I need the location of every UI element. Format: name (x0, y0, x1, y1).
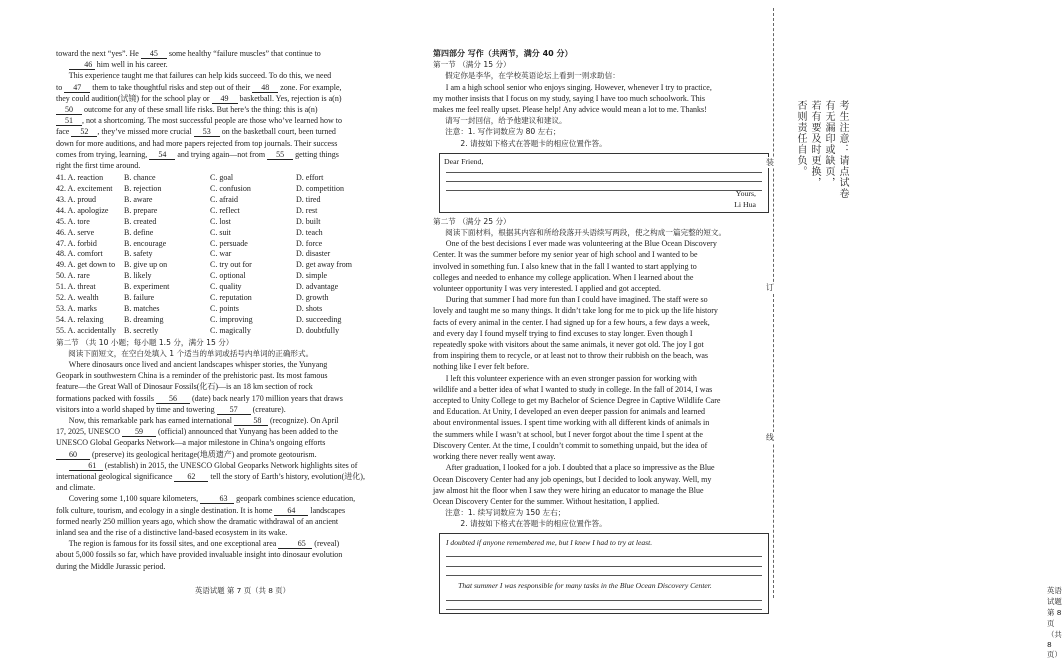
option-item: 46. A. serve (56, 227, 95, 237)
option-item: C. afraid (210, 195, 238, 205)
text-segment: formed nearly 250 million years ago, which show the dramatic withdrawal of an ancient (56, 516, 339, 526)
option-row (56, 205, 413, 216)
text-line: After graduation, I looked for a job. I doubted that a place so impressive as the Blue (445, 463, 715, 473)
text-line: from inspiring them to recycle, or at least not to throw their rubbish on the beach, was (433, 351, 709, 361)
letter-greeting: Dear Friend, (444, 156, 484, 166)
answer-line (446, 181, 762, 182)
option-item: 41. A. reaction (56, 173, 104, 183)
blank-number: 53 (194, 127, 220, 137)
option-item: B. matches (124, 303, 160, 313)
cloze-intro (56, 48, 413, 70)
text-line (56, 70, 413, 81)
option-item: D. get away from (296, 260, 352, 270)
answer-line (446, 190, 762, 191)
option-row (56, 194, 413, 205)
option-row (56, 248, 413, 259)
option-item: B. secretly (124, 325, 159, 335)
text-line: colleges and needed to enhance my college application. When I learned about the (433, 272, 694, 282)
blank-number: 64 (274, 506, 308, 516)
blank-number: 63 (200, 494, 234, 504)
text-segment: (establish) in 2015, the UNESCO Global Geoparks Network highlights sites of (102, 460, 358, 470)
text-segment: getting things (293, 149, 339, 159)
text-line: and every day I found myself trying to find excuses to stay longer. Even though I (433, 328, 693, 338)
option-item: 43. A. proud (56, 195, 96, 205)
right-column (433, 48, 778, 616)
option-item: C. points (210, 303, 239, 313)
option-item: B. dreaming (124, 314, 164, 324)
text-line (56, 381, 413, 392)
blank-number: 45 (141, 49, 167, 59)
option-item: 50. A. rare (56, 271, 90, 281)
text-line: involved in something fun. I also knew that in the fall I wanted to start applying to (433, 261, 697, 271)
text-segment: during the Middle Jurassic period. (56, 561, 166, 571)
option-item: B. aware (124, 195, 153, 205)
option-item: C. reputation (210, 293, 252, 303)
writing-note-2: 2. 请按如下格式在答题卡的相应位置作答。 (460, 138, 607, 148)
text-segment: 17, 2025, UNESCO (56, 427, 123, 437)
option-item: B. prepare (124, 205, 158, 215)
option-item: D. succeeding (296, 314, 342, 324)
continuation-answer-box (439, 533, 769, 615)
option-item: C. quality (210, 282, 242, 292)
text-line (56, 115, 413, 126)
grammar-passage (56, 359, 413, 572)
binding-mark: 订 (766, 283, 774, 292)
text-segment: on the basketball court, been turned (219, 127, 336, 137)
text-line: I am a high school senior who enjoys singing. However, whenever I try to practice, (445, 82, 712, 92)
part-4-title: 第四部分 写作（共两节，满分 40 分） (433, 49, 573, 58)
option-item: B. define (124, 227, 154, 237)
blank-number: 59 (122, 427, 156, 437)
cloze-options (56, 172, 413, 335)
answer-line (446, 172, 762, 173)
option-item: B. encourage (124, 238, 167, 248)
option-item: D. competition (296, 184, 344, 194)
page-8 (425, 0, 1062, 659)
text-line: and Education. At Unity, I developed an even deeper passion for animals and learned (433, 407, 706, 417)
text-segment: they could audition(试镜) for the school play or (56, 93, 212, 103)
text-line (56, 516, 413, 527)
text-segment: them to take thoughtful risks and step out of their (90, 82, 253, 92)
blank-number: 54 (149, 150, 175, 160)
option-item: 42. A. excitement (56, 184, 113, 194)
text-segment: feature—the Great Wall of Dinosaur Fossils(化石)—is an 18 km section of rock (56, 382, 313, 392)
text-line (56, 426, 413, 437)
option-row (56, 216, 413, 227)
text-segment: and trying again—not from (175, 149, 268, 159)
binding-mark: 装 (766, 158, 774, 167)
option-item: D. force (296, 238, 323, 248)
text-segment: tell the story of Earth’s history, evolution(进化), (208, 472, 365, 482)
text-segment: Geopark in southwestern China is a reminder of the prehistoric past. Its most famous (56, 371, 328, 381)
option-item: B. give up on (124, 260, 168, 270)
text-segment: The region is famous for its fossil sites, and one exceptional area (68, 539, 279, 549)
writing-section-2-title: 第二节 （满分 25 分） (433, 216, 511, 226)
option-item: D. advantage (296, 282, 339, 292)
option-row (56, 238, 413, 249)
option-item: 53. A. marks (56, 303, 97, 313)
writing-task: 请写一封回信，给予他建议和建议。 (445, 116, 567, 126)
text-segment: folk culture, tourism, and ecology in a single destination. It is home (56, 505, 275, 515)
text-line (56, 549, 413, 560)
text-segment: face (56, 127, 72, 137)
text-line (56, 437, 413, 448)
text-segment: visitors into a world shaped by time and towering (56, 404, 217, 414)
option-item: 47. A. forbid (56, 238, 97, 248)
blank-number: 58 (234, 416, 268, 426)
option-item: B. experiment (124, 282, 170, 292)
text-line: about environmental issues. I spent time working with all different kinds of animals in (433, 418, 710, 428)
option-item: C. improving (210, 314, 253, 324)
text-line: lovely and taught me so many things. It didn’t take long for me to pick up the life history (433, 306, 718, 316)
option-row (56, 172, 413, 183)
text-segment: UNESCO Global Geoparks Network—a major milestone in China’s ongoing efforts (56, 438, 326, 448)
text-line: Ocean Discovery Center for the summer. Without hesitation, I applied. (433, 496, 660, 506)
page-footer: 英语试题 第 8 页（共 8 页） (1047, 586, 1062, 659)
option-item: B. likely (124, 271, 152, 281)
option-item: C. goal (210, 173, 234, 183)
text-line (56, 359, 413, 370)
text-line (56, 561, 413, 572)
text-segment: inland sea and the rise of a distinctive land-based ecosystem in its wake. (56, 528, 288, 538)
blank-number: 65 (278, 539, 312, 549)
option-item: C. persuade (210, 238, 248, 248)
blank-number: 47 (64, 83, 90, 93)
letter-closing: Yours, (735, 188, 756, 198)
text-line: Ocean Discovery Center had any job openings, but I decided to look anyway. Well, my (433, 474, 712, 484)
option-item: B. rejection (124, 184, 162, 194)
option-item: C. confusion (210, 184, 251, 194)
option-item: C. magically (210, 325, 251, 335)
text-segment: outcome for any of these small life risks. But here’s the thing: this is a(n) (82, 105, 318, 115)
text-segment: Where dinosaurs once lived and ancient landscapes whisper stories, the Yunyang (68, 360, 328, 369)
option-item: C. lost (210, 216, 231, 226)
blank-number: 51 (56, 116, 82, 126)
text-segment: to (56, 82, 65, 92)
answer-line (446, 548, 762, 558)
text-segment: down for more auditions, and had more papers rejected from top journals. Their success (56, 138, 338, 148)
continuation-opening-2: That summer I was responsible for many tasks in the Blue Ocean Discovery Center. (458, 581, 712, 591)
text-line: Discovery Center. At the time, I couldn’t commit to something unpaid, but the idea of (433, 440, 708, 450)
option-item: 49. A. get down to (56, 260, 116, 270)
blank-number: 55 (267, 150, 293, 160)
option-item: 55. A. accidentally (56, 325, 116, 335)
continuation-note-1: 注意：1. 续写词数应为 150 左右； (445, 508, 566, 518)
text-line: jaw almost hit the floor when I saw they were hiring an educator to manage the Blue (433, 485, 704, 495)
answer-line (446, 567, 762, 577)
text-line: nothing like I ever felt before. (433, 362, 529, 372)
text-line: volunteer opportunity I was very interested. I applied and got accepted. (433, 284, 661, 294)
text-segment: comes from trying, learning, (56, 149, 150, 159)
story-passage (433, 238, 778, 507)
option-item: C. try out for (210, 260, 252, 270)
text-line: makes me feel really upset. Please help! Any advice would mean a lot to me. Thanks! (433, 105, 707, 115)
text-line: One of the best decisions I ever made was volunteering at the Blue Ocean Discovery (445, 239, 717, 249)
blank-number: 48 (252, 83, 278, 93)
answer-line (446, 601, 762, 611)
continuation-opening-1: I doubted if anyone remembered me, but I knew I had to try at least. (446, 537, 653, 547)
option-row (56, 292, 413, 303)
text-line (56, 104, 413, 115)
blank-number: 50 (56, 105, 82, 115)
text-line: I left this volunteer experience with an even stronger passion for working with (445, 373, 697, 383)
text-line (56, 160, 413, 171)
option-row (56, 281, 413, 292)
writing-section-1-instructions: 假定你是李华，在学校英语论坛上看到一则求助信： (445, 71, 620, 81)
option-row (56, 314, 413, 325)
option-item: B. safety (124, 249, 153, 259)
option-row (56, 325, 413, 336)
notice-text: 有无漏印或缺页， (823, 100, 834, 188)
option-item: D. doubtfully (296, 325, 340, 335)
option-item: D. simple (296, 271, 328, 281)
text-line: repeatedly spoke with visitors about the same animals, it never got old. The joy I got (433, 340, 704, 350)
text-segment: , they’ve missed more crucial (97, 127, 194, 137)
text-line: accepted to Unity College to get my Bachelor of Science Degree in Captive Wildlife Care (433, 396, 721, 406)
text-line (56, 482, 413, 493)
text-segment: Covering some 1,100 square kilometers, (68, 494, 201, 504)
option-item: B. failure (124, 293, 155, 303)
left-column (56, 48, 413, 572)
page-7 (0, 0, 425, 607)
text-line (56, 493, 413, 504)
text-segment: (reveal) (312, 539, 340, 549)
option-item: D. rest (296, 205, 318, 215)
text-line (56, 460, 413, 471)
text-line (56, 415, 413, 426)
text-line (56, 126, 413, 137)
text-line: facts of every animal in the center. I had signed up for a few hours, a few days a week, (433, 317, 710, 327)
binding-mark: 线 (766, 433, 774, 442)
option-row (56, 227, 413, 238)
letter-answer-box (439, 153, 769, 213)
examinee-notice (795, 100, 848, 199)
text-segment: about 5,000 fossils so far, which have provided invaluable insight into dinosaur evolution (56, 550, 343, 560)
text-line: my mother insists that I focus on my study, saying I have too much schoolwork. This (433, 93, 705, 103)
text-segment: geopark combines science education, (234, 494, 356, 504)
text-line (56, 471, 413, 482)
text-line (56, 149, 413, 160)
option-item: 51. A. threat (56, 282, 96, 292)
text-segment: right the first time around. (56, 161, 141, 171)
text-segment: (preserve) its geological heritage(地质遗产) and promote geotourism. (90, 449, 317, 459)
text-segment: him well in his career. (94, 60, 168, 70)
option-item: C. optional (210, 271, 246, 281)
option-item: C. war (210, 249, 232, 259)
text-segment: (creature). (250, 404, 286, 414)
text-line (56, 82, 413, 93)
section-2-title: 第二节 （共 10 小题；每小题 1.5 分，满分 15 分） (56, 337, 234, 347)
answer-line (446, 591, 762, 601)
option-item: 48. A. comfort (56, 249, 103, 259)
writing-section-1-title: 第一节 （满分 15 分） (433, 60, 511, 70)
text-segment: (recognize). On April (268, 416, 339, 426)
option-item: D. tired (296, 195, 321, 205)
text-segment: basketball. Yes, rejection is a(n) (237, 93, 342, 103)
text-line (56, 393, 413, 404)
option-item: D. growth (296, 293, 329, 303)
option-item: C. suit (210, 227, 231, 237)
option-item: D. shots (296, 303, 323, 313)
option-item: 52. A. wealth (56, 293, 99, 303)
text-line (56, 138, 413, 149)
blank-number: 49 (212, 94, 238, 104)
text-line: the summers while I wasn’t at school, but I never forgot about the time I spent at the (433, 429, 703, 439)
option-item: D. built (296, 216, 321, 226)
option-item: B. created (124, 216, 157, 226)
text-segment: and climate. (56, 483, 96, 493)
text-line (56, 370, 413, 381)
text-line: Center. It was the summer before my senior year of high school and I wanted to be (433, 250, 698, 260)
text-segment: zone. For example, (278, 82, 342, 92)
blank-number: 61 (69, 461, 103, 471)
option-item: 54. A. relaxing (56, 314, 104, 324)
continuation-note-2: 2. 请按如下格式在答题卡的相应位置作答。 (460, 519, 607, 529)
blank-number: 60 (56, 450, 90, 460)
writing-section-2-instructions: 阅读下面材料，根据其内容和所给段落开头语续写两段，使之构成一篇完整的短文。 (445, 228, 727, 238)
section-2-instructions: 阅读下面短文，在空白处填入 1 个适当的单词或括号内单词的正确形式。 (68, 348, 314, 358)
text-segment: some healthy “failure muscles” that continue to (166, 49, 321, 58)
text-segment: , not a shortcoming. The most successful people are those who’ve learned how to (82, 116, 343, 126)
text-line: working there never really went away. (433, 452, 556, 462)
blank-number: 62 (174, 472, 208, 482)
text-line (56, 505, 413, 516)
help-letter (433, 82, 778, 116)
option-row (56, 270, 413, 281)
text-line (56, 59, 413, 70)
notice-text: 考生注意：请点试卷 (837, 100, 848, 199)
notice-text: 若有要及时更换， (809, 100, 820, 188)
cloze-paragraph (56, 70, 413, 171)
binding-line (773, 8, 774, 598)
text-segment: landscapes (308, 505, 346, 515)
text-line: During that summer I had more fun than I could have imagined. The staff were so (445, 295, 708, 305)
text-line (56, 93, 413, 104)
text-line (56, 538, 413, 549)
text-line (56, 449, 413, 460)
option-row (56, 259, 413, 270)
option-item: C. reflect (210, 205, 240, 215)
text-segment: Now, this remarkable park has earned international (68, 416, 234, 426)
text-line (56, 48, 413, 59)
letter-signature: Li Hua (734, 199, 756, 209)
text-line: wildlife and a better idea of what I wanted to study in college. In the fall of 2014, I was (433, 384, 713, 394)
text-segment: This experience taught me that failures can help kids succeed. To do this, we need (68, 71, 332, 81)
text-line (56, 527, 413, 538)
notice-text: 否则责任自负。 (795, 100, 806, 177)
option-row (56, 303, 413, 314)
option-item: B. chance (124, 173, 156, 183)
option-item: 45. A. tore (56, 216, 90, 226)
option-row (56, 183, 413, 194)
answer-line (446, 557, 762, 567)
text-segment: (date) back nearly 170 million years that draws (189, 393, 343, 403)
text-line (56, 404, 413, 415)
blank-number: 56 (156, 394, 190, 404)
blank-number: 57 (217, 405, 251, 415)
text-segment: international geological significance (56, 472, 175, 482)
text-segment: toward the next “yes”. He (56, 49, 141, 58)
blank-number: 46 (69, 60, 95, 70)
text-segment: (official) announced that Yunyang has been added to the (156, 427, 338, 437)
page-footer: 英语试题 第 7 页（共 8 页） (195, 586, 291, 595)
writing-note-1: 注意：1. 写作词数应为 80 左右； (445, 127, 561, 137)
option-item: D. effort (296, 173, 324, 183)
option-item: D. teach (296, 227, 323, 237)
text-segment: formations packed with fossils (56, 393, 156, 403)
blank-number: 52 (71, 127, 97, 137)
option-item: D. disaster (296, 249, 331, 259)
option-item: 44. A. apologize (56, 205, 109, 215)
